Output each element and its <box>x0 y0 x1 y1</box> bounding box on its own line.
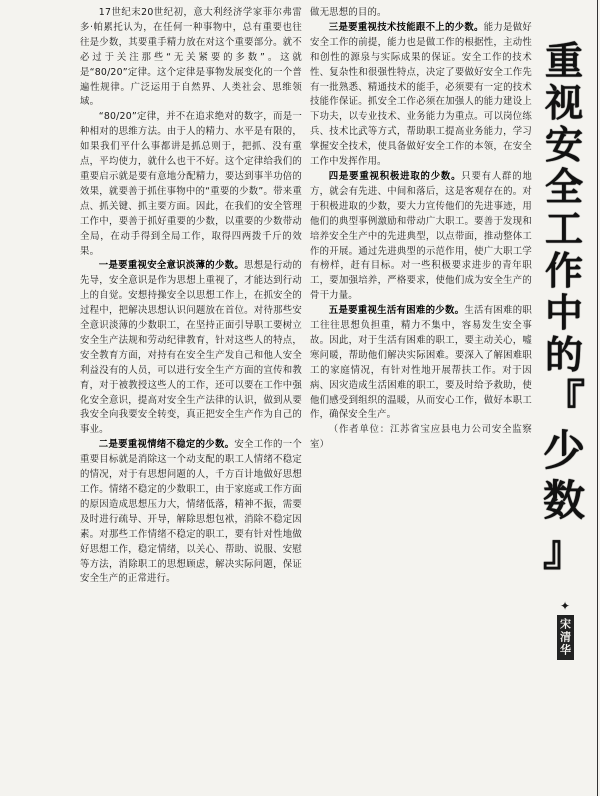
paragraph <box>310 170 532 304</box>
paragraph: “80/20”定律，并不在追求绝对的数字，而是一种相对的思维方法。由于人的精力、水平是有限的，如果我们平什么事都讲是抓总则于，把抓、没有重点，平均使力，就什么也干不好。这个定律给我们的重要启示就是要有意地分配精力，要达到事半功倍的效果，就要善于抓住事物中的“重要的少数”。带来重点、抓关键、抓主要方面。因此，在我们的安全管理工作中，要善于抓好重要的少数，以重要的少数带动全局，在动手得到全局工作，取得四两拨千斤的效果。 <box>80 111 302 257</box>
section-heading: 四是要重视积极进取的少数。 <box>328 170 462 182</box>
paragraph-text: 只要有人群的地方，就会有先进、中间和落后，这是客观存在的。对于积极进取的少数，要大力宣传他们的先进事迹，用他们的典型事例激励和带动广大职工。要善于发现和培养安全生产中的先进典型，以点带面，推动整体工作的开展。通过先进典型的示范作用，使广大职工学有榜样，赶有目标。对一些积极要求进步的青年职工，要加强培养，严格要求，使他们成为安全生产的骨干力量。 <box>310 170 532 302</box>
paragraph <box>80 438 302 587</box>
title-char: 工 <box>544 206 583 251</box>
title-char: 视 <box>544 80 583 125</box>
section-heading: 三是要重视技术技能跟不上的少数。 <box>328 21 484 33</box>
author-byline <box>548 600 582 660</box>
star-icon: ✦ <box>559 599 571 613</box>
title-char: 安 <box>544 122 583 167</box>
page-edge-divider <box>597 0 598 796</box>
paragraph-text: 安全工作的一个重要目标就是消除这一个动支配的职工人情绪不稳定的情况，对于有思想问题的人，千方百计地做好思想工作。情绪不稳定的少数职工，由于家庭或工作方面的原因造成思想压力大，情绪低落，精神不振，需要及时进行疏导、开导，解除思想包袱，消除不稳定因素。对那些工作情绪不稳定的职工，要有针对性地做好思想工作，稳定情绪，以关心、帮助、说服、安慰等方法，消除职工的思想顾虑，解决实际问题，保证安全生产的正常进行。 <box>80 439 302 585</box>
title-char: 中 <box>544 290 583 335</box>
paragraph <box>310 21 532 170</box>
paragraph: 做无思想的目的。 <box>310 7 387 18</box>
paragraph-text: 能力是做好安全工作的前提，能力也是做工作的根据性，主动性和创性的源泉与实际成果的保证。安全工作的技术性、复杂性和很强性特点，决定了要做好安全工作先有一批熟悉、精通技术的能手，必须要有一定的技术技能作保证。抓安全工作必须在加强人的能力建设上下功夫，以专业技术、业务能力为重点。可以岗位练兵、技术比武等方式，帮助职工提高业务能力，学习掌握安全技术，使具备做好安全工作的本领，在安全工作中发挥作用。 <box>310 21 532 168</box>
author-name: 宋清华 <box>557 615 574 660</box>
title-char: 数 <box>542 476 585 525</box>
title-char: 作 <box>544 248 583 293</box>
title-char: 』 <box>542 526 585 575</box>
title-char: 少 <box>542 426 585 475</box>
paragraph <box>310 304 532 423</box>
paragraph: 17世纪末20世纪初，意大利经济学家菲尔弗雷多·帕累托认为，在任何一种事物中，总有重要也往往是少数，其要重手精力放在对这个重要部分。就不必过于关注那些“无关紧要的多数”。这就是“80/20”定律。这个定律是事物发展变化的一个普遍性规律。广泛运用于自然界、人类社会、思维领域。 <box>80 7 302 108</box>
paragraph-text: 思想是行动的先导，安全意识是作为思想上重视了，才能达到行动上的自觉。安想持操安全以思想工作上，在抓安全的过程中，把解决思想认识问题放在首位。对待那些安全意识淡薄的少数职工，在坚持正面引导职工要树立安全生产法规和劳动纪律教育，针对这些人的特点，安全教育方面，对持有在安全生产发自己和他人安全利益没有的人员，可以进行安全生产方面的宣传和教育，对于被教授这些人的工作，还可以要在工作中强化安全意识，提高对安全生产法律的认识，做到从要我安全向我要安全转变，真正把安全生产作为自己的事业。 <box>80 260 302 436</box>
paragraph <box>80 259 302 438</box>
author-affiliation: （作者单位：江苏省宝应县电力公司安全监察室） <box>310 424 532 451</box>
title-char: 的 <box>544 332 583 377</box>
title-char: 全 <box>544 164 583 209</box>
text-column-right <box>310 6 532 453</box>
text-column-left <box>80 6 302 587</box>
section-heading: 五是要重视生活有困难的少数。 <box>328 305 465 317</box>
title-char: 『 <box>542 376 585 425</box>
title-char: 重 <box>544 38 583 83</box>
section-heading: 二是要重视情绪不稳定的少数。 <box>98 439 235 451</box>
paragraph-text: 生活有困难的职工往往思想负担重，精力不集中，容易发生安全事故。因此，对于生活有困难的职工，要主动关心，嘘寒问暖，帮助他们解决实际困难。要深入了解困难职工的家庭情况，有针对性地开展帮扶工作。对于因病、因灾造成生活困难的职工，要及时给予救助，使他们感受到组织的温暖，从而安心工作，做好本职工作，确保安全生产。 <box>310 305 532 421</box>
section-heading: 一是要重视安全意识淡薄的少数。 <box>98 260 245 272</box>
article-title <box>538 40 590 595</box>
